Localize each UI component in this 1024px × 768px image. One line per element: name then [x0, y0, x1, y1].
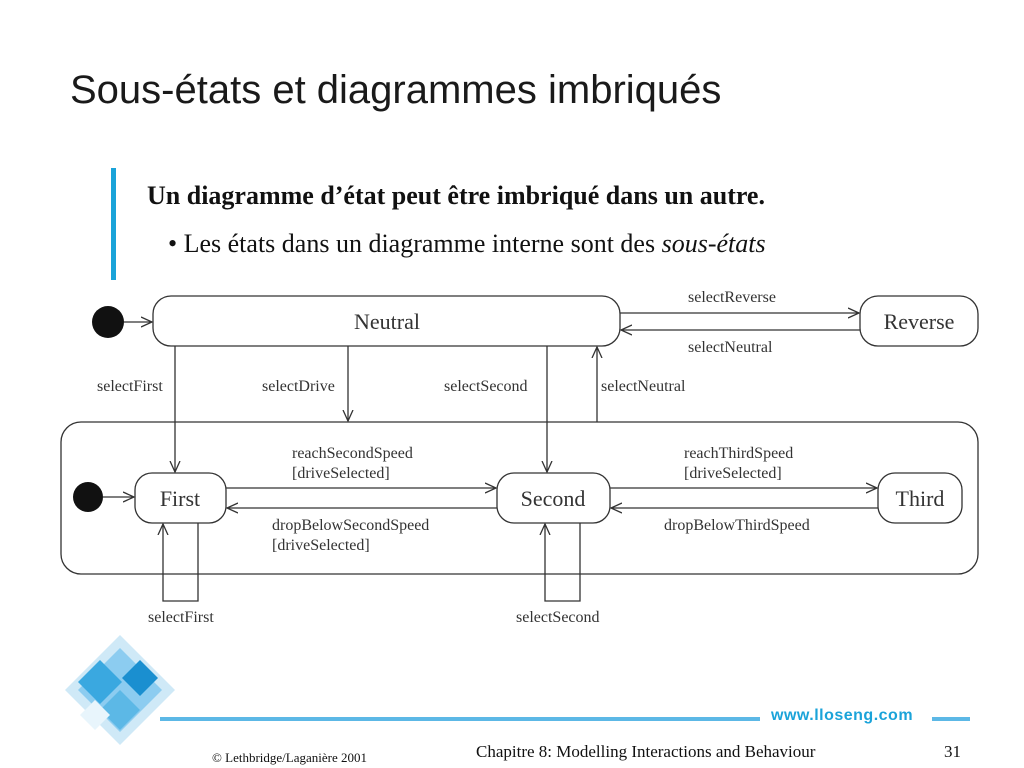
chapter-title: Chapitre 8: Modelling Interactions and Behaviour: [476, 742, 816, 761]
label-drop-below-second-guard: [driveSelected]: [272, 537, 370, 554]
state-neutral-label: Neutral: [354, 309, 420, 334]
transition-self-select-first: [163, 523, 198, 601]
footer-divider-end: [932, 717, 970, 721]
label-self-select-first: selectFirst: [148, 609, 214, 626]
page-number: 31: [944, 742, 961, 761]
website-link[interactable]: www.lloseng.com: [771, 707, 914, 724]
label-drop-below-third-speed: dropBelowThirdSpeed: [664, 517, 810, 534]
label-select-second: selectSecond: [444, 378, 528, 395]
label-reach-second-guard: [driveSelected]: [292, 465, 390, 482]
label-select-drive: selectDrive: [262, 378, 335, 395]
label-select-reverse: selectReverse: [688, 289, 776, 306]
state-first-label: First: [159, 486, 201, 511]
label-select-first: selectFirst: [97, 378, 163, 395]
logo-decoration: [65, 635, 175, 745]
label-self-select-second: selectSecond: [516, 609, 600, 626]
label-reach-third-speed: reachThirdSpeed: [684, 445, 794, 462]
label-select-neutral-reverse: selectNeutral: [688, 339, 773, 356]
label-reach-second-speed: reachSecondSpeed: [292, 445, 413, 462]
label-drop-below-second-speed: dropBelowSecondSpeed: [272, 517, 430, 534]
initial-state-outer: [92, 306, 124, 338]
label-select-neutral-up: selectNeutral: [601, 378, 686, 395]
state-third-label: Third: [895, 486, 945, 511]
transition-self-select-second: [545, 523, 580, 601]
state-reverse-label: Reverse: [883, 309, 955, 334]
label-reach-third-guard: [driveSelected]: [684, 465, 782, 482]
slide-title: Sous-états et diagrammes imbriqués: [70, 68, 722, 112]
bullet-text: • Les états dans un diagramme interne sont des: [168, 229, 662, 258]
initial-state-inner: [73, 482, 103, 512]
copyright: © Lethbridge/Laganière 2001: [212, 750, 367, 765]
state-second-label: Second: [520, 486, 586, 511]
slide-heading: Un diagramme d’état peut être imbriqué dans un autre.: [147, 181, 765, 210]
bullet-emphasis: sous-états: [661, 229, 766, 258]
footer-divider: [160, 717, 760, 721]
